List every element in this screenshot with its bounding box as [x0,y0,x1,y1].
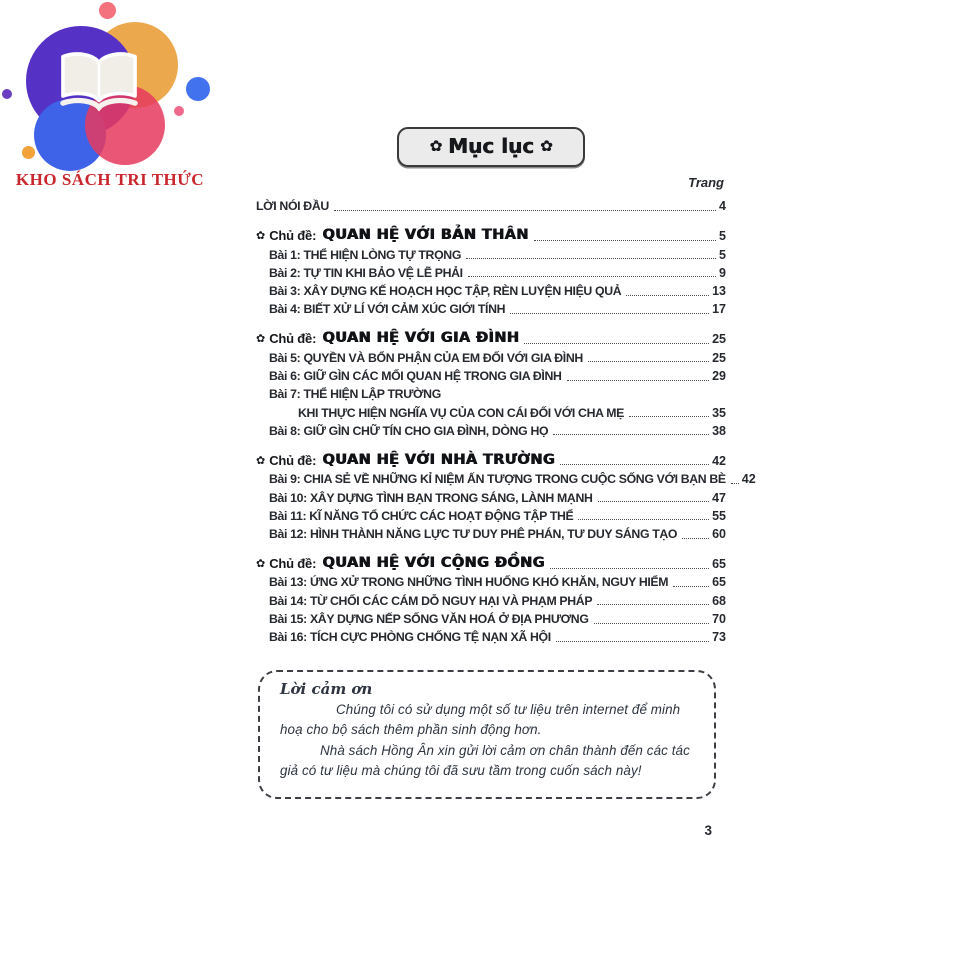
toc-entry [256,262,726,280]
toc-page-number: 25 [712,332,726,347]
toc-entry-label: Bài 8: GIỮ GÌN CHỮ TÍN CHO GIA ĐÌNH, DÒNG HỌ [269,423,549,438]
book-page [256,127,756,839]
toc-page-number: 55 [712,508,726,523]
dotted-leader [626,295,709,296]
toc-page-number: 4 [719,199,726,214]
toc-entry [256,383,726,401]
dotted-leader [550,568,709,569]
toc-page-number: 68 [712,593,726,608]
toc-section-prefix: Chủ đề: [269,228,317,244]
toc-entry-label: Bài 1: THỂ HIỆN LÒNG TỰ TRỌNG [269,247,462,262]
toc-section-header [256,325,726,346]
toc-section-title: QUAN HỆ VỚI NHÀ TRƯỜNG [322,451,555,468]
logo-dot-pink-top [99,2,116,19]
dotted-leader [594,623,710,624]
toc-entry-label: Bài 2: TỰ TIN KHI BẢO VỆ LẼ PHẢI [269,265,463,280]
flower-icon: ✿ [429,137,443,155]
toc-page-number: 47 [712,490,726,505]
dotted-leader [466,258,716,259]
toc-entry-label: Bài 3: XÂY DỰNG KẾ HOẠCH HỌC TẬP, RÈN LUYỆN HIỆU QUẢ [269,284,622,299]
toc-section-title: QUAN HỆ VỚI BẢN THÂN [322,227,529,244]
toc-entry [256,280,726,298]
toc-page-number: 29 [712,369,726,384]
dotted-leader [510,313,709,314]
toc-entry-label: Bài 16: TÍCH CỰC PHÒNG CHỐNG TỆ NẠN XÃ HỘI [269,630,551,645]
logo-dot-orange-bottom [22,146,35,159]
toc-entry-continuation [256,401,726,419]
toc-entry [256,468,756,487]
toc-page-number: 42 [741,472,756,487]
toc-section-prefix: Chủ đề: [269,452,317,468]
toc-page-number: 65 [712,575,726,590]
toc-entry [256,346,726,364]
dotted-leader [578,519,709,520]
thanks-note-paragraph: Nhà sách Hồng Ân xin gửi lời cảm ơn chân thành đến các tác giả có tư liệu mà chúng tôi đã sưu tầm trong cuốn sách này! [280,742,690,778]
toc-entry-label: Bài 14: TỪ CHỐI CÁC CÁM DỖ NGUY HẠI VÀ PHẠM PHÁP [269,593,593,608]
toc-section-title: QUAN HỆ VỚI GIA ĐÌNH [322,330,520,347]
toc-page-number: 42 [712,453,726,468]
toc-page-number: 9 [719,265,726,280]
thanks-note-box [258,670,716,799]
dotted-leader [334,210,716,211]
toc-page-number: 73 [712,630,726,645]
flower-icon: ✿ [539,137,553,155]
dotted-leader [629,416,709,417]
toc-page-number: 13 [712,284,726,299]
toc-entry [256,486,726,504]
toc-page-number: 25 [712,350,726,365]
flower-icon: ✿ [256,333,266,346]
dotted-leader [468,276,716,277]
toc-entry [256,420,726,438]
toc-section-prefix: Chủ đề: [269,331,317,347]
toc-entry [256,571,726,589]
toc-page-number: 60 [712,527,726,542]
muc-luc-title: Mục lục [448,134,534,158]
toc-section-title: QUAN HỆ VỚI CỘNG ĐỒNG [322,555,545,572]
dotted-leader [534,240,717,241]
toc-entry [256,298,726,316]
toc-entry [256,589,726,607]
toc-entry-label: Bài 12: HÌNH THÀNH NĂNG LỰC TƯ DUY PHÊ PHÁN, TƯ DUY SÁNG TẠO [269,527,678,542]
thanks-note-paragraph: Chúng tôi có sử dụng một số tư liệu trên internet để minh hoạ cho bộ sách thêm phần sinh động hơn. [280,702,681,738]
toc-entry [256,505,726,523]
toc-section-prefix: Chủ đề: [269,556,317,572]
thanks-note-title: Lời cảm ơn [280,680,373,699]
toc-entry-label: Bài 11: KĨ NĂNG TỔ CHỨC CÁC HOẠT ĐỘNG TẬP THỂ [269,508,574,523]
dotted-leader [567,380,710,381]
logo-dot-pink-right [174,106,184,116]
page-column-header: Trang [688,175,724,190]
toc-entry-label: Bài 15: XÂY DỰNG NẾP SỐNG VĂN HOÁ Ở ĐỊA PHƯƠNG [269,612,589,627]
toc-page-number: 5 [719,247,726,262]
toc-entry [256,626,726,644]
dotted-leader [731,483,739,484]
toc-entry-label: Bài 13: ỨNG XỬ TRONG NHỮNG TÌNH HUỐNG KHÓ KHĂN, NGUY HIỂM [269,575,669,590]
dotted-leader [682,538,709,539]
toc-entry [256,608,726,626]
toc-page-number: 17 [712,302,726,317]
dotted-leader [560,464,709,465]
muc-luc-heading [397,127,584,167]
dotted-leader [597,604,709,605]
toc-entry-label: Bài 5: QUYỀN VÀ BỔN PHẬN CỦA EM ĐỐI VỚI GIA ĐÌNH [269,350,583,365]
toc-page-number: 70 [712,612,726,627]
toc-entry-label: Bài 10: XÂY DỰNG TÌNH BẠN TRONG SÁNG, LÀNH MẠNH [269,490,593,505]
flower-icon: ✿ [256,558,266,571]
page-number: 3 [704,823,712,839]
toc-page-number: 5 [719,229,726,244]
toc-entry-label: Bài 9: CHIA SẺ VỀ NHỮNG KỈ NIỆM ẤN TƯỢNG TRONG CUỘC SỐNG VỚI BẠN BÈ [269,472,726,487]
toc-section-header [256,222,726,243]
toc-entry-label: Bài 6: GIỮ GÌN CÁC MỐI QUAN HỆ TRONG GIA ĐÌNH [269,369,562,384]
flower-icon: ✿ [256,454,266,467]
brand-text: KHO SÁCH TRI THỨC [15,170,205,189]
toc-entry-label: KHI THỰC HIỆN NGHĨA VỤ CỦA CON CÁI ĐỐI VỚI CHA MẸ [298,405,624,420]
dotted-leader [598,501,710,502]
toc-page-number: 65 [712,557,726,572]
toc-page-number: 35 [712,405,726,420]
dotted-leader [588,361,709,362]
toc-entry-label: Bài 4: BIẾT XỬ LÍ VỚI CẢM XÚC GIỚI TÍNH [269,302,506,317]
flower-icon: ✿ [256,230,266,243]
toc-entry [256,365,726,383]
kho-sach-tri-thuc-logo [0,0,232,205]
dotted-leader [524,343,709,344]
logo-dot-blue-right [186,77,210,101]
toc-section-header [256,447,726,468]
toc-entry-label: LỜI NÓI ĐẦU [256,199,329,214]
dotted-leader [556,641,709,642]
toc-entry [256,195,726,213]
dotted-leader [553,434,709,435]
table-of-contents [256,195,756,645]
open-book-icon [55,50,143,114]
toc-entry [256,243,726,261]
dotted-leader [673,586,709,587]
logo-dot-purple-left [2,89,12,99]
toc-entry-label: Bài 7: THỂ HIỆN LẬP TRƯỜNG [269,387,441,402]
toc-entry [256,523,726,541]
toc-section-header [256,550,726,571]
toc-page-number: 38 [712,423,726,438]
